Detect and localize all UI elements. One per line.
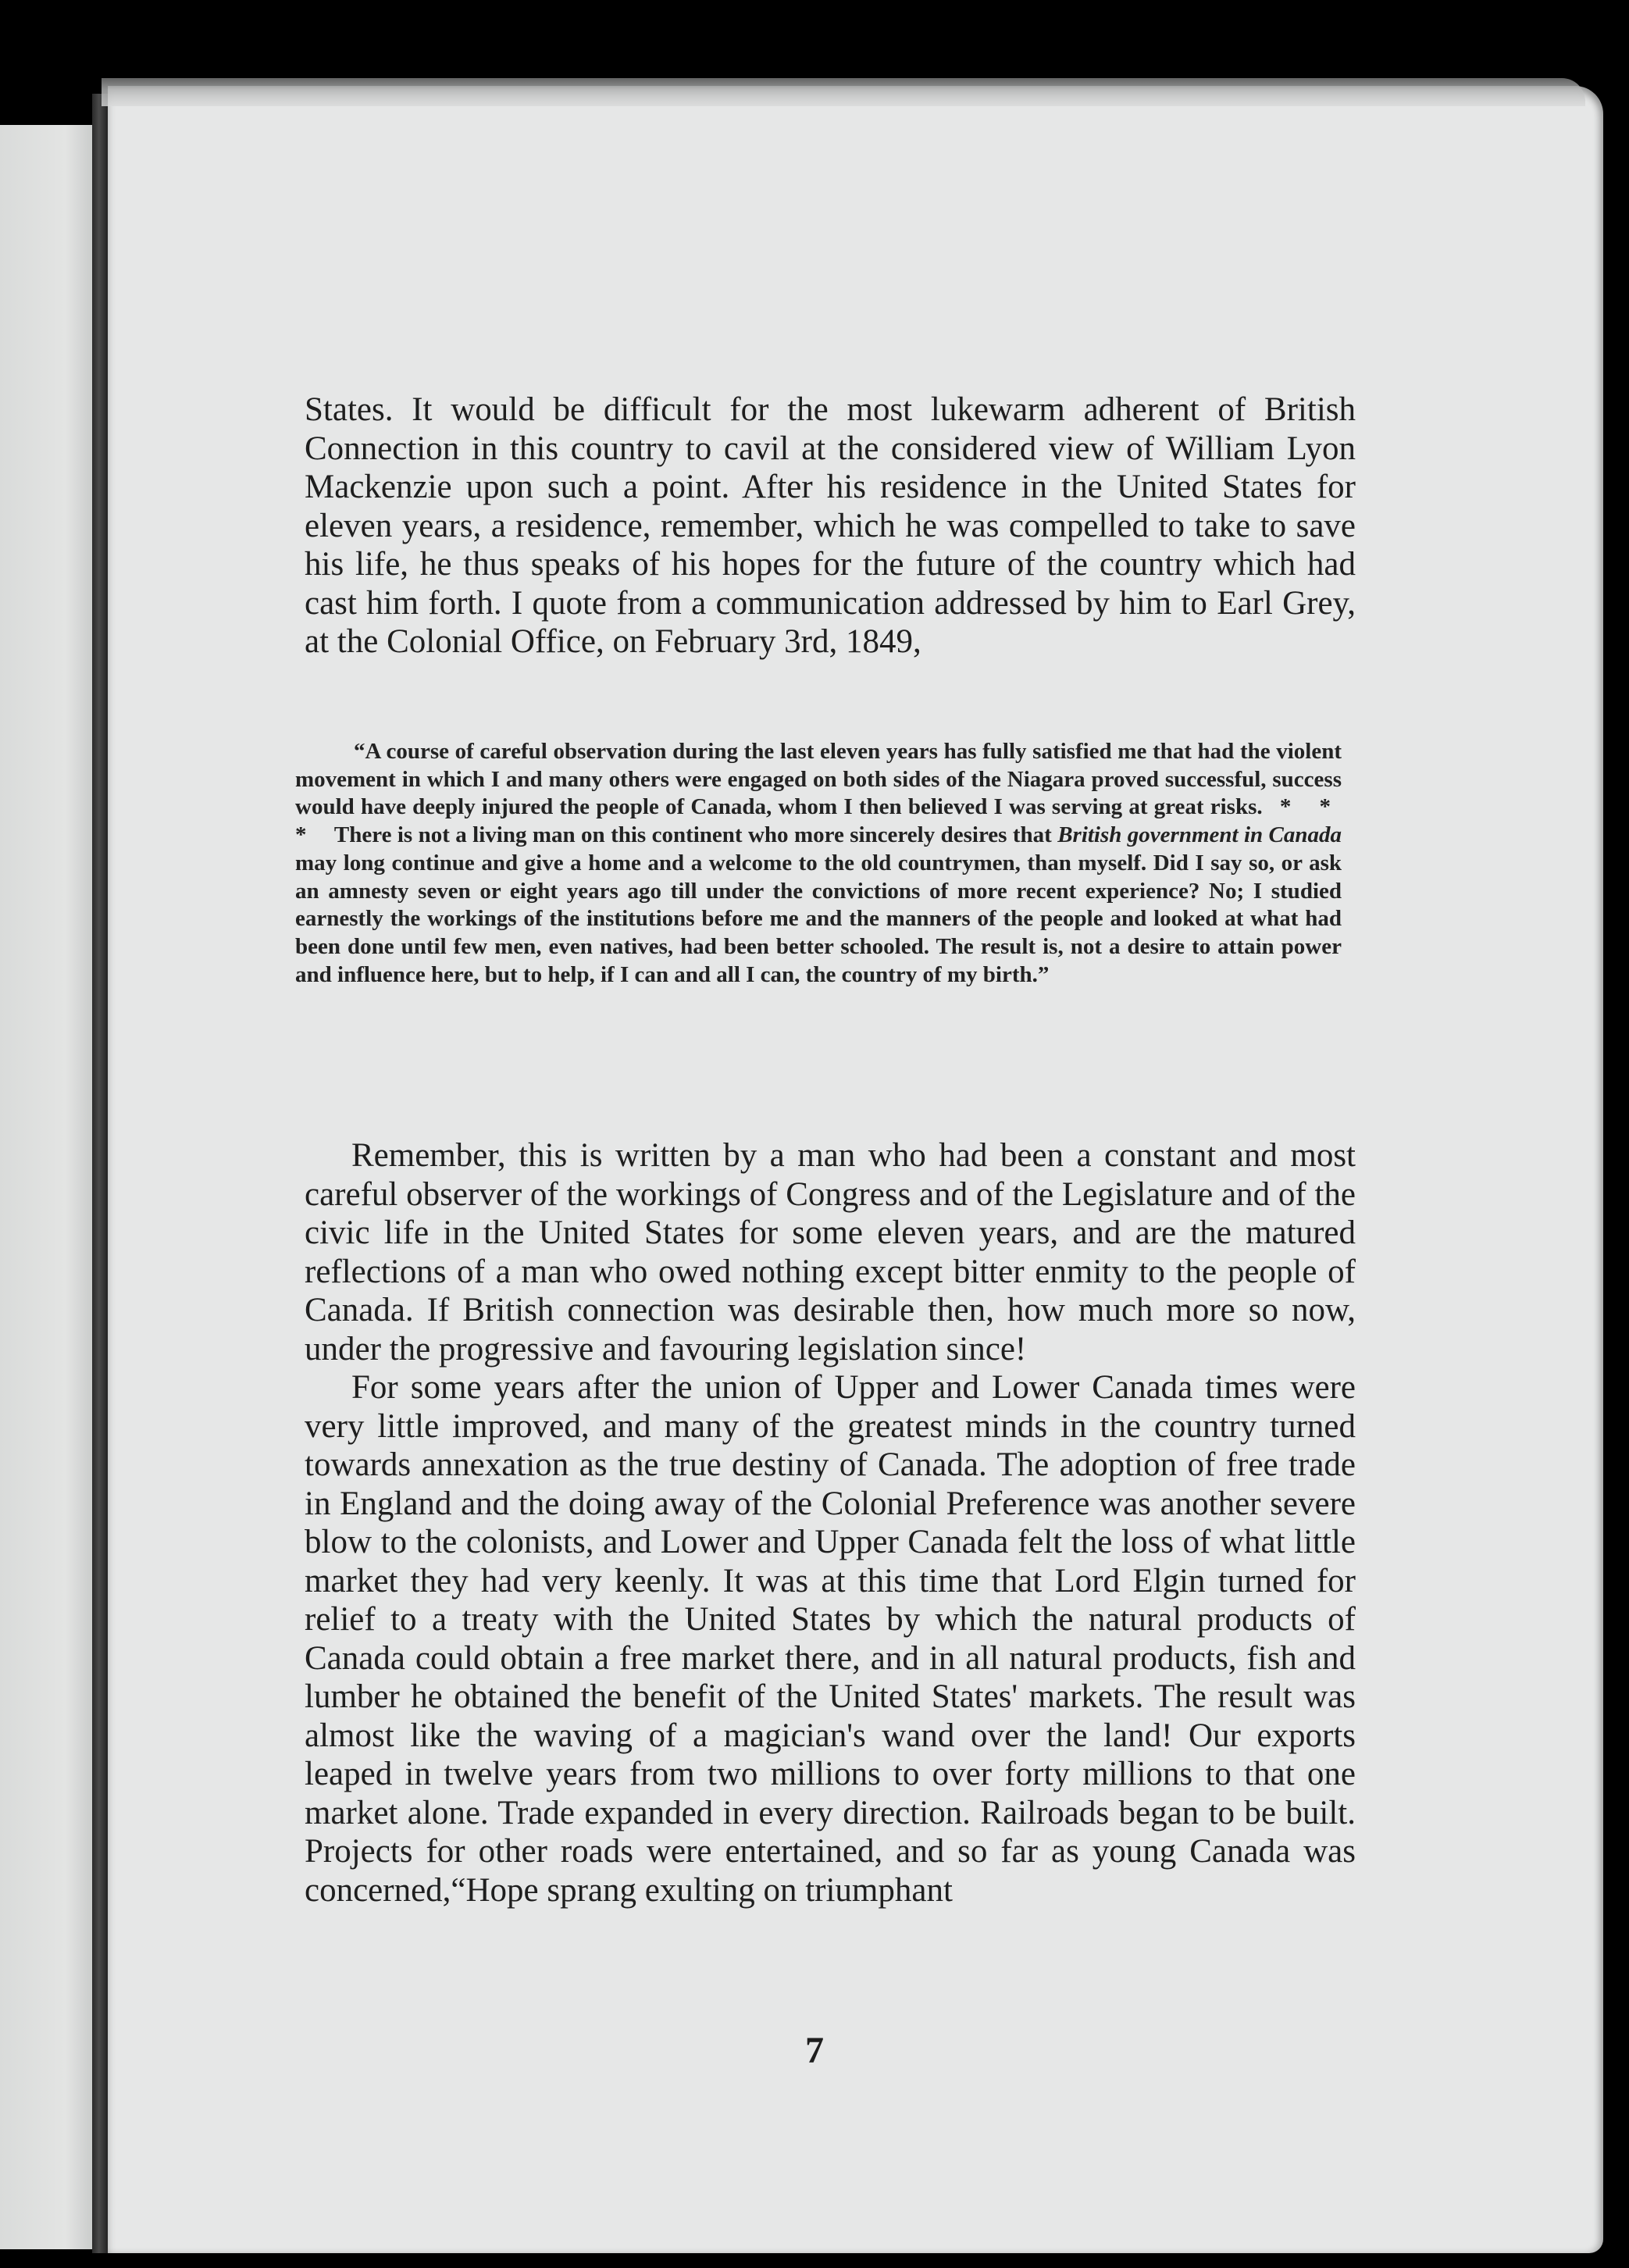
quote-emphasis: British government in Canada — [1057, 822, 1342, 848]
quote-part-2: There is not a living man on this continent who more sincerely desires that — [333, 822, 1058, 848]
paragraph-union: For some years after the union of Upper and Lower Canada times were very little improved, and many of the greatest minds in the country turned towards annexation as the true destiny of Canada. The adoption of free trade in England and the doing away of the Colonial Preference was another severe blow to the colonists, and Lower and Upper Canada felt the loss of what little market they had very keenly. It was at this time that Lord Elgin turned for relief to a treaty with the United States by which the natural products of Canada could obtain a free market there, and in all natural products, fish and lumber he obtained the benefit of the United States' markets. The result was almost like the waving of a magician's wand over the land! Our exports leaped in twelve years from two millions to over forty millions to that one market alone. Trade expanded in every direction. Railroads began to be built. Projects for other roads were entertained, and so far as young Canada was concerned,“Hope sprang exulting on triumphant — [305, 1369, 1356, 1909]
paragraph-remember: Remember, this is written by a man who had been a constant and most careful observer of the workings of Congress and of the Legislature and of the civic life in the United States for some eleven years, and are the matured reflections of a man who owed nothing except bitter enmity to the people of Canada. If British connection was desirable then, how much more so now, under the progressive and favouring legislation since! — [305, 1137, 1356, 1368]
quote-ellipsis: * * * — [295, 794, 1342, 848]
quote-part-1: “A course of careful observation during the last eleven years has fully satisfied me that had the violent movement in which I and many others were engaged on both sides of the Niagara proved successful, success would have deeply injured the people of Canada, whom I then believed I was serving at great risks. — [295, 739, 1342, 820]
page-top-edge — [102, 78, 1585, 106]
page-number: 7 — [805, 2030, 824, 2071]
opening-paragraph — [305, 390, 1356, 662]
facing-page-edge — [0, 125, 94, 2249]
body-paragraphs — [305, 1136, 1356, 1910]
book-spine — [92, 94, 109, 2253]
block-quote — [295, 738, 1342, 989]
quote-part-3: may long continue and give a home and a welcome to the old countrymen, than myself. Did I say so, or ask an amnesty seven or eight years ago till under the convictions of more recent experience? No; I studied earnestly the workings of the institutions before me and the manners of the people and looked at what had been done until few men, even natives, had been better schooled. The result is, not a desire to attain power and influence here, but to help, if I can and all I can, the country of my birth.” — [295, 850, 1342, 987]
opening-paragraph-text: States. It would be difficult for the most lukewarm adherent of British Connection in this country to cavil at the considered view of William Lyon Mackenzie upon such a point. After his residence in the United States for eleven years, a residence, remember, which he was compelled to take to save his life, he thus speaks of his hopes for the future of the country which had cast him forth. I quote from a communication addressed by him to Earl Grey, at the Colonial Office, on February 3rd, 1849, — [305, 391, 1356, 660]
